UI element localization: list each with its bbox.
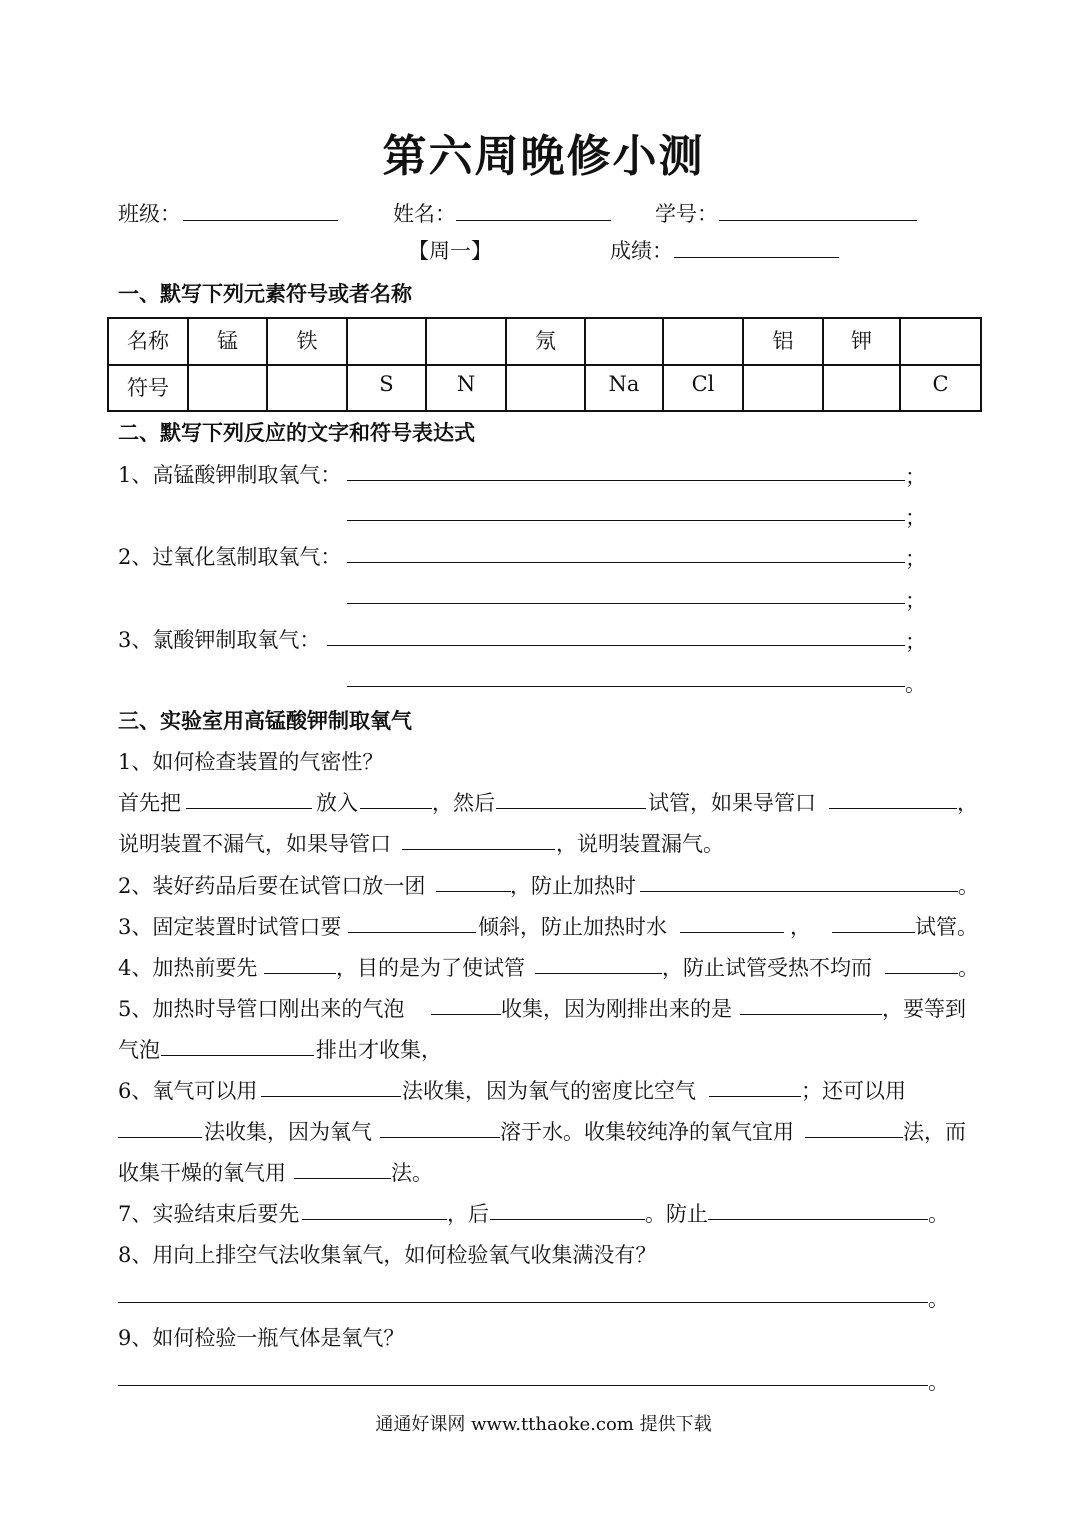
text: 。: [928, 1287, 949, 1311]
blank[interactable]: [832, 932, 915, 933]
table-cell: N: [426, 365, 506, 412]
s2-q2-line1[interactable]: [347, 562, 905, 563]
s2-q2-line2[interactable]: [347, 603, 905, 604]
s2-q2-label: 2、过氧化氢制取氧气：: [118, 545, 342, 569]
class-label: 班级：: [118, 202, 181, 226]
table-cell[interactable]: [267, 365, 347, 412]
name-label: 姓名：: [393, 202, 456, 226]
text: 收集，因为刚排出来的是: [501, 997, 732, 1021]
text: 气泡: [118, 1038, 160, 1062]
blank[interactable]: [264, 973, 336, 974]
table-cell: 铁: [267, 318, 347, 365]
s2-q1-line1[interactable]: [347, 480, 905, 481]
blank[interactable]: [186, 808, 312, 809]
section1-heading: 一、默写下列元素符号或者名称: [118, 281, 412, 306]
text: 。: [928, 1202, 949, 1226]
blank[interactable]: [640, 891, 958, 892]
text: 首先把: [118, 791, 181, 815]
answer-line[interactable]: [118, 1302, 928, 1303]
text: 。防止: [645, 1202, 708, 1226]
text: 溶于水。收集较纯净的氧气宜用: [500, 1120, 794, 1144]
blank[interactable]: [829, 808, 957, 809]
table-cell: Na: [585, 365, 663, 412]
blank[interactable]: [302, 1219, 447, 1220]
text: 5、加热时导管口刚出来的气泡: [118, 997, 405, 1021]
table-cell: Cl: [663, 365, 743, 412]
s3-q9-question: 9、如何检验一瓶气体是氧气？: [118, 1326, 405, 1350]
text: 排出才收集，: [316, 1038, 442, 1062]
text: ，要等到: [882, 997, 966, 1021]
blank[interactable]: [535, 973, 662, 974]
text: ，: [790, 915, 811, 939]
table-cell[interactable]: [900, 318, 981, 365]
blank[interactable]: [708, 1219, 928, 1220]
day-label: 【周一】: [408, 239, 492, 263]
semicolon: ；: [905, 506, 926, 530]
table-cell[interactable]: [506, 365, 585, 412]
footer-credit: 通通好课网 www.tthaoke.com 提供下载: [375, 1414, 712, 1435]
section2-heading: 二、默写下列反应的文字和符号表达式: [118, 420, 475, 445]
element-table: [107, 317, 982, 412]
text: ，然后: [432, 791, 495, 815]
section3-heading: 三、实验室用高锰酸钾制取氧气: [118, 708, 412, 733]
class-field[interactable]: [183, 220, 338, 221]
blank[interactable]: [360, 808, 432, 809]
blank[interactable]: [709, 1096, 801, 1097]
text: 6、氧气可以用: [118, 1079, 258, 1103]
table-cell: 名称: [108, 318, 188, 365]
s2-q3-line2[interactable]: [347, 686, 905, 687]
text: 试管。: [915, 915, 978, 939]
blank[interactable]: [431, 1014, 501, 1015]
semicolon: ；: [905, 465, 926, 489]
text: 法收集，因为氧气的密度比空气: [402, 1079, 696, 1103]
text: 收集干燥的氧气用: [118, 1161, 286, 1185]
blank[interactable]: [380, 1137, 500, 1138]
table-cell: 锰: [188, 318, 267, 365]
table-cell: 铝: [743, 318, 823, 365]
s3-q8-question: 8、用向上排空气法收集氧气，如何检验氧气收集满没有？: [118, 1243, 657, 1267]
text: 说明装置不漏气，如果导管口: [118, 832, 391, 856]
table-cell[interactable]: [347, 318, 426, 365]
blank[interactable]: [496, 808, 646, 809]
text: 倾斜，防止加热时水: [478, 915, 667, 939]
semicolon: ；: [905, 547, 926, 571]
text: 4、加热前要先: [118, 956, 258, 980]
blank[interactable]: [261, 1096, 401, 1097]
blank[interactable]: [348, 932, 476, 933]
table-cell: C: [900, 365, 981, 412]
table-cell[interactable]: [663, 318, 743, 365]
page-title: 第六周晚修小测: [382, 131, 705, 182]
s2-q3-line1[interactable]: [327, 645, 905, 646]
text: 法收集，因为氧气: [204, 1120, 372, 1144]
text: ，后: [447, 1202, 489, 1226]
table-cell[interactable]: [585, 318, 663, 365]
table-row: [108, 318, 981, 365]
text: 2、装好药品后要在试管口放一团: [118, 874, 426, 898]
text: ，防止加热时: [510, 874, 636, 898]
name-field[interactable]: [456, 220, 611, 221]
text: 放入: [316, 791, 358, 815]
s2-q3-label: 3、氯酸钾制取氧气：: [118, 628, 321, 652]
blank[interactable]: [885, 973, 958, 974]
blank[interactable]: [805, 1137, 903, 1138]
text: 。: [928, 1370, 949, 1394]
text: ，说明装置漏气。: [556, 832, 724, 856]
table-cell[interactable]: [426, 318, 506, 365]
text: 。: [958, 874, 979, 898]
table-cell[interactable]: [188, 365, 267, 412]
text: 3、固定装置时试管口要: [118, 915, 342, 939]
blank[interactable]: [118, 1137, 202, 1138]
table-cell[interactable]: [823, 365, 900, 412]
text: ，目的是为了使试管: [336, 956, 525, 980]
period: 。: [905, 672, 926, 696]
text: ，: [957, 791, 978, 815]
text: 法。: [391, 1161, 433, 1185]
s2-q1-line2[interactable]: [347, 520, 905, 521]
blank[interactable]: [161, 1055, 314, 1056]
semicolon: ；: [905, 630, 926, 654]
table-cell: S: [347, 365, 426, 412]
table-cell[interactable]: [743, 365, 823, 412]
blank[interactable]: [680, 932, 784, 933]
text: 试管，如果导管口: [648, 791, 816, 815]
table-cell: 氖: [506, 318, 585, 365]
text: 法，而: [903, 1120, 966, 1144]
text: ，防止试管受热不均而: [662, 956, 872, 980]
blank[interactable]: [490, 1219, 645, 1220]
answer-line[interactable]: [118, 1385, 928, 1386]
blank[interactable]: [740, 1014, 882, 1015]
table-cell: 符号: [108, 365, 188, 412]
blank[interactable]: [402, 849, 555, 850]
table-row: [108, 365, 981, 412]
student-number-field[interactable]: [719, 220, 917, 221]
blank[interactable]: [436, 891, 511, 892]
s3-q1-question: 1、如何检查装置的气密性？: [118, 750, 384, 774]
semicolon: ；: [905, 589, 926, 613]
student-number-label: 学号：: [655, 202, 718, 226]
table-cell: 钾: [823, 318, 900, 365]
text: 。: [958, 956, 979, 980]
score-field[interactable]: [674, 257, 839, 258]
s2-q1-label: 1、高锰酸钾制取氧气：: [118, 463, 342, 487]
score-label: 成绩：: [610, 239, 673, 263]
blank[interactable]: [294, 1178, 391, 1179]
text: 7、实验结束后要先: [118, 1202, 300, 1226]
text: ；还可以用: [801, 1079, 906, 1103]
